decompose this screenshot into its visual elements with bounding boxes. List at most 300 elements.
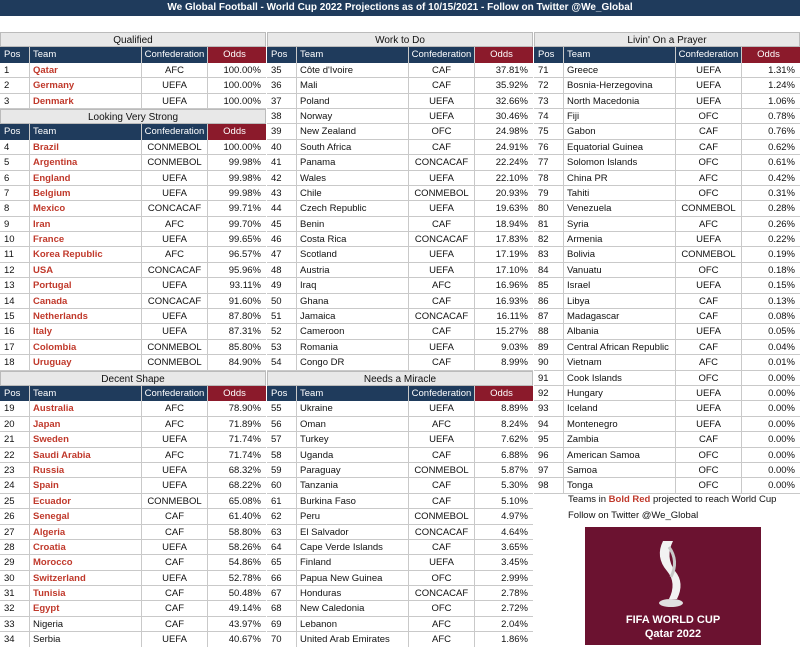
table-row bbox=[534, 63, 800, 78]
pos-cell: 56 bbox=[267, 417, 297, 431]
confederation-cell: UEFA bbox=[676, 417, 742, 431]
odds-cell: 65.08% bbox=[228, 495, 261, 507]
table-header bbox=[0, 386, 266, 401]
confederation-cell: AFC bbox=[676, 217, 742, 231]
legend-note: Teams in Bold Red projected to reach World Cup Follow on Twitter @We_Global bbox=[568, 494, 777, 521]
confederation-cell: UEFA bbox=[409, 94, 475, 108]
confederation-cell: CAF bbox=[676, 432, 742, 446]
confederation-cell: UEFA bbox=[142, 94, 208, 108]
team-cell: Venezuela bbox=[564, 201, 676, 215]
confederation-cell: CAF bbox=[676, 309, 742, 323]
header-team: Team bbox=[297, 47, 409, 62]
section-title: Decent Shape bbox=[0, 371, 266, 386]
odds-cell: 0.78% bbox=[768, 110, 795, 122]
team-cell: Papua New Guinea bbox=[297, 571, 409, 585]
pos-cell: 7 bbox=[0, 186, 30, 200]
team-cell: Peru bbox=[297, 509, 409, 523]
team-cell: Saudi Arabia bbox=[30, 448, 142, 462]
odds-cell: 0.00% bbox=[768, 403, 795, 415]
team-cell: USA bbox=[30, 263, 142, 277]
odds-cell: 1.06% bbox=[768, 95, 795, 107]
table-row bbox=[534, 324, 800, 339]
pos-cell: 3 bbox=[0, 94, 30, 108]
odds-cell: 50.48% bbox=[228, 588, 261, 600]
pos-cell: 19 bbox=[0, 401, 30, 415]
odds-cell: 3.65% bbox=[501, 541, 528, 553]
odds-cell: 0.05% bbox=[768, 326, 795, 338]
pos-cell: 67 bbox=[267, 586, 297, 600]
pos-cell: 31 bbox=[0, 586, 30, 600]
table-row bbox=[534, 171, 800, 186]
table-row bbox=[534, 386, 800, 401]
team-cell: Gabon bbox=[564, 124, 676, 138]
team-cell: Equatorial Guinea bbox=[564, 140, 676, 154]
odds-cell: 5.10% bbox=[501, 495, 528, 507]
odds-cell: 1.24% bbox=[768, 80, 795, 92]
table-row bbox=[534, 124, 800, 139]
confederation-cell: UEFA bbox=[676, 78, 742, 92]
team-cell: Germany bbox=[30, 78, 142, 92]
pos-cell: 49 bbox=[267, 278, 297, 292]
odds-cell: 99.65% bbox=[228, 234, 261, 246]
table-row bbox=[0, 617, 266, 632]
pos-cell: 92 bbox=[534, 386, 564, 400]
confederation-cell: UEFA bbox=[409, 263, 475, 277]
pos-cell: 57 bbox=[267, 432, 297, 446]
confederation-cell: CAF bbox=[409, 78, 475, 92]
odds-cell: 22.10% bbox=[495, 172, 528, 184]
odds-cell: 87.31% bbox=[228, 326, 261, 338]
table-row bbox=[0, 494, 266, 509]
pos-cell: 81 bbox=[534, 217, 564, 231]
confederation-cell: OFC bbox=[676, 186, 742, 200]
pos-cell: 17 bbox=[0, 340, 30, 354]
pos-cell: 73 bbox=[534, 94, 564, 108]
pos-cell: 51 bbox=[267, 309, 297, 323]
team-cell: Albania bbox=[564, 324, 676, 338]
odds-cell: 35.92% bbox=[495, 80, 528, 92]
pos-cell: 21 bbox=[0, 432, 30, 446]
header-odds: Odds bbox=[208, 124, 266, 139]
pos-cell: 60 bbox=[267, 478, 297, 492]
odds-cell: 40.67% bbox=[228, 634, 261, 646]
pos-cell: 52 bbox=[267, 324, 297, 338]
confederation-cell: OFC bbox=[676, 155, 742, 169]
team-cell: Denmark bbox=[30, 94, 142, 108]
team-cell: Nigeria bbox=[30, 617, 142, 631]
confederation-cell: AFC bbox=[142, 247, 208, 261]
team-cell: Cape Verde Islands bbox=[297, 540, 409, 554]
pos-cell: 32 bbox=[0, 601, 30, 615]
team-cell: Vietnam bbox=[564, 355, 676, 369]
table-header bbox=[267, 386, 533, 401]
pos-cell: 43 bbox=[267, 186, 297, 200]
pos-cell: 38 bbox=[267, 109, 297, 123]
odds-cell: 22.24% bbox=[495, 157, 528, 169]
table-header bbox=[0, 124, 266, 139]
table-row bbox=[534, 78, 800, 93]
table-row bbox=[0, 201, 266, 216]
odds-cell: 16.93% bbox=[495, 295, 528, 307]
team-cell: Tonga bbox=[564, 478, 676, 492]
table-row bbox=[267, 478, 533, 493]
confederation-cell: CAF bbox=[676, 140, 742, 154]
pos-cell: 83 bbox=[534, 247, 564, 261]
pos-cell: 20 bbox=[0, 417, 30, 431]
odds-cell: 16.11% bbox=[496, 311, 528, 323]
team-cell: Qatar bbox=[30, 63, 142, 77]
table-row bbox=[534, 109, 800, 124]
pos-cell: 22 bbox=[0, 448, 30, 462]
table-row bbox=[534, 140, 800, 155]
team-cell: Uruguay bbox=[30, 355, 142, 369]
confederation-cell: UEFA bbox=[142, 463, 208, 477]
pos-cell: 8 bbox=[0, 201, 30, 215]
confederation-cell: CAF bbox=[409, 448, 475, 462]
team-cell: Benin bbox=[297, 217, 409, 231]
pos-cell: 89 bbox=[534, 340, 564, 354]
svg-text:FIFA WORLD CUP: FIFA WORLD CUP bbox=[625, 614, 721, 626]
column-2 bbox=[267, 32, 533, 647]
odds-cell: 61.40% bbox=[228, 511, 261, 523]
table-row bbox=[0, 555, 266, 570]
pos-cell: 87 bbox=[534, 309, 564, 323]
team-cell: Iceland bbox=[564, 401, 676, 415]
confederation-cell: OFC bbox=[676, 463, 742, 477]
team-cell: Samoa bbox=[564, 463, 676, 477]
header-conf: Confederation bbox=[409, 47, 475, 62]
team-cell: Brazil bbox=[30, 140, 142, 154]
odds-cell: 71.74% bbox=[228, 449, 261, 461]
team-cell: Tanzania bbox=[297, 478, 409, 492]
pos-cell: 70 bbox=[267, 632, 297, 646]
table-row bbox=[267, 401, 533, 416]
pos-cell: 95 bbox=[534, 432, 564, 446]
table-row bbox=[267, 417, 533, 432]
odds-cell: 24.91% bbox=[495, 141, 528, 153]
team-cell: Armenia bbox=[564, 232, 676, 246]
odds-cell: 6.88% bbox=[501, 449, 528, 461]
confederation-cell: CAF bbox=[409, 294, 475, 308]
odds-cell: 0.13% bbox=[768, 295, 795, 307]
odds-cell: 9.03% bbox=[501, 341, 528, 353]
header-conf: Confederation bbox=[142, 124, 208, 139]
table-row bbox=[267, 63, 533, 78]
confederation-cell: UEFA bbox=[676, 94, 742, 108]
table-row bbox=[267, 355, 533, 370]
confederation-cell: UEFA bbox=[676, 386, 742, 400]
confederation-cell: CAF bbox=[142, 509, 208, 523]
pos-cell: 80 bbox=[534, 201, 564, 215]
pos-cell: 63 bbox=[267, 525, 297, 539]
team-cell: Vanuatu bbox=[564, 263, 676, 277]
pos-cell: 71 bbox=[534, 63, 564, 77]
confederation-cell: CONMEBOL bbox=[409, 186, 475, 200]
table-row bbox=[0, 232, 266, 247]
table-row bbox=[534, 309, 800, 324]
confederation-cell: UEFA bbox=[409, 109, 475, 123]
column-3 bbox=[534, 32, 800, 494]
header-pos: Pos bbox=[267, 47, 297, 62]
confederation-cell: UEFA bbox=[676, 401, 742, 415]
pos-cell: 2 bbox=[0, 78, 30, 92]
header-conf: Confederation bbox=[142, 386, 208, 401]
table-row bbox=[267, 555, 533, 570]
odds-cell: 0.62% bbox=[768, 141, 795, 153]
team-cell: Argentina bbox=[30, 155, 142, 169]
odds-cell: 54.86% bbox=[228, 557, 261, 569]
confederation-cell: CAF bbox=[676, 340, 742, 354]
pos-cell: 33 bbox=[0, 617, 30, 631]
confederation-cell: OFC bbox=[409, 124, 475, 138]
confederation-cell: CONMEBOL bbox=[409, 509, 475, 523]
odds-cell: 24.98% bbox=[495, 126, 528, 138]
confederation-cell: UEFA bbox=[142, 78, 208, 92]
odds-cell: 0.15% bbox=[768, 280, 795, 292]
odds-cell: 3.45% bbox=[501, 557, 528, 569]
pos-cell: 77 bbox=[534, 155, 564, 169]
confederation-cell: UEFA bbox=[142, 186, 208, 200]
table-row bbox=[0, 601, 266, 616]
team-cell: France bbox=[30, 232, 142, 246]
team-cell: Montenegro bbox=[564, 417, 676, 431]
confederation-cell: UEFA bbox=[676, 278, 742, 292]
pos-cell: 42 bbox=[267, 171, 297, 185]
team-cell: Czech Republic bbox=[297, 201, 409, 215]
table-row bbox=[0, 309, 266, 324]
pos-cell: 27 bbox=[0, 525, 30, 539]
table-row bbox=[267, 525, 533, 540]
pos-cell: 35 bbox=[267, 63, 297, 77]
team-cell: Hungary bbox=[564, 386, 676, 400]
table-row bbox=[534, 186, 800, 201]
team-cell: Congo DR bbox=[297, 355, 409, 369]
confederation-cell: UEFA bbox=[676, 63, 742, 77]
confederation-cell: UEFA bbox=[142, 540, 208, 554]
table-row bbox=[0, 294, 266, 309]
table-row bbox=[267, 278, 533, 293]
team-cell: El Salvador bbox=[297, 525, 409, 539]
odds-cell: 100.00% bbox=[223, 141, 261, 153]
team-cell: Fiji bbox=[564, 109, 676, 123]
header-conf: Confederation bbox=[676, 47, 742, 62]
table-row bbox=[267, 463, 533, 478]
table-row bbox=[0, 525, 266, 540]
pos-cell: 75 bbox=[534, 124, 564, 138]
odds-cell: 96.57% bbox=[228, 249, 261, 261]
odds-cell: 84.90% bbox=[228, 357, 261, 369]
odds-cell: 87.80% bbox=[228, 311, 261, 323]
team-cell: England bbox=[30, 171, 142, 185]
table-header bbox=[534, 47, 800, 62]
pos-cell: 44 bbox=[267, 201, 297, 215]
confederation-cell: OFC bbox=[676, 109, 742, 123]
confederation-cell: CAF bbox=[142, 617, 208, 631]
confederation-cell: CONMEBOL bbox=[142, 155, 208, 169]
table-row bbox=[267, 509, 533, 524]
table-row bbox=[267, 601, 533, 616]
team-cell: Algeria bbox=[30, 525, 142, 539]
confederation-cell: UEFA bbox=[409, 201, 475, 215]
team-cell: Uganda bbox=[297, 448, 409, 462]
team-cell: Paraguay bbox=[297, 463, 409, 477]
odds-cell: 16.96% bbox=[495, 280, 528, 292]
table-row bbox=[267, 186, 533, 201]
team-cell: North Macedonia bbox=[564, 94, 676, 108]
table-row bbox=[267, 324, 533, 339]
team-cell: Ecuador bbox=[30, 494, 142, 508]
table-row bbox=[0, 340, 266, 355]
table-row bbox=[267, 109, 533, 124]
odds-cell: 2.72% bbox=[501, 603, 528, 615]
odds-cell: 4.97% bbox=[501, 511, 528, 523]
odds-cell: 0.31% bbox=[768, 187, 795, 199]
header-pos: Pos bbox=[0, 47, 30, 62]
confederation-cell: AFC bbox=[142, 417, 208, 431]
table-row bbox=[0, 401, 266, 416]
section-title: Qualified bbox=[0, 32, 266, 47]
team-cell: Norway bbox=[297, 109, 409, 123]
team-cell: Bosnia-Herzegovina bbox=[564, 78, 676, 92]
pos-cell: 74 bbox=[534, 109, 564, 123]
table-row bbox=[0, 186, 266, 201]
pos-cell: 68 bbox=[267, 601, 297, 615]
team-cell: Egypt bbox=[30, 601, 142, 615]
pos-cell: 26 bbox=[0, 509, 30, 523]
team-cell: Croatia bbox=[30, 540, 142, 554]
header-pos: Pos bbox=[534, 47, 564, 62]
team-cell: Côte d'Ivoire bbox=[297, 63, 409, 77]
odds-cell: 1.31% bbox=[768, 64, 795, 76]
table-row bbox=[0, 278, 266, 293]
team-cell: Cameroon bbox=[297, 324, 409, 338]
table-row bbox=[267, 340, 533, 355]
svg-text:Qatar 2022: Qatar 2022 bbox=[644, 628, 702, 640]
pos-cell: 58 bbox=[267, 448, 297, 462]
confederation-cell: AFC bbox=[142, 448, 208, 462]
odds-cell: 20.93% bbox=[495, 187, 528, 199]
pos-cell: 12 bbox=[0, 263, 30, 277]
confederation-cell: CONCACAF bbox=[142, 294, 208, 308]
table-row bbox=[534, 463, 800, 478]
odds-cell: 2.04% bbox=[501, 618, 528, 630]
pos-cell: 76 bbox=[534, 140, 564, 154]
table-row bbox=[534, 371, 800, 386]
table-row bbox=[534, 448, 800, 463]
team-cell: Belgium bbox=[30, 186, 142, 200]
table-row bbox=[534, 417, 800, 432]
section-title: Work to Do bbox=[267, 32, 533, 47]
table-row bbox=[534, 263, 800, 278]
odds-cell: 0.00% bbox=[768, 480, 795, 492]
confederation-cell: CAF bbox=[142, 525, 208, 539]
odds-cell: 99.98% bbox=[228, 187, 261, 199]
pos-cell: 59 bbox=[267, 463, 297, 477]
pos-cell: 23 bbox=[0, 463, 30, 477]
table-row bbox=[267, 617, 533, 632]
odds-cell: 0.00% bbox=[768, 387, 795, 399]
odds-cell: 99.98% bbox=[228, 172, 261, 184]
table-row bbox=[267, 586, 533, 601]
pos-cell: 66 bbox=[267, 571, 297, 585]
odds-cell: 93.11% bbox=[229, 280, 261, 292]
confederation-cell: OFC bbox=[676, 478, 742, 492]
team-cell: Turkey bbox=[297, 432, 409, 446]
table-row bbox=[534, 232, 800, 247]
team-cell: Korea Republic bbox=[30, 247, 142, 261]
header-team: Team bbox=[30, 47, 142, 62]
table-row bbox=[267, 309, 533, 324]
confederation-cell: AFC bbox=[409, 632, 475, 646]
table-row bbox=[534, 340, 800, 355]
odds-cell: 15.27% bbox=[495, 326, 528, 338]
team-cell: Canada bbox=[30, 294, 142, 308]
odds-cell: 2.78% bbox=[501, 588, 528, 600]
pos-cell: 24 bbox=[0, 478, 30, 492]
table-row bbox=[267, 232, 533, 247]
header-conf: Confederation bbox=[409, 386, 475, 401]
confederation-cell: CAF bbox=[142, 555, 208, 569]
table-row bbox=[267, 201, 533, 216]
confederation-cell: UEFA bbox=[676, 324, 742, 338]
table-row bbox=[0, 217, 266, 232]
column-1 bbox=[0, 32, 266, 647]
team-cell: Australia bbox=[30, 401, 142, 415]
table-row bbox=[0, 417, 266, 432]
odds-cell: 49.14% bbox=[228, 603, 261, 615]
table-row bbox=[0, 324, 266, 339]
section-title: Looking Very Strong bbox=[0, 109, 266, 124]
team-cell: Iran bbox=[30, 217, 142, 231]
pos-cell: 64 bbox=[267, 540, 297, 554]
table-header bbox=[0, 47, 266, 62]
pos-cell: 37 bbox=[267, 94, 297, 108]
team-cell: Netherlands bbox=[30, 309, 142, 323]
page-title: We Global Football - World Cup 2022 Projections as of 10/15/2021 - Follow on Twitter @We_Global bbox=[0, 0, 800, 16]
confederation-cell: UEFA bbox=[409, 401, 475, 415]
team-cell: Syria bbox=[564, 217, 676, 231]
odds-cell: 0.08% bbox=[768, 311, 795, 323]
table-row bbox=[267, 294, 533, 309]
team-cell: Costa Rica bbox=[297, 232, 409, 246]
pos-cell: 93 bbox=[534, 401, 564, 415]
table-row bbox=[534, 432, 800, 447]
odds-cell: 52.78% bbox=[228, 572, 261, 584]
pos-cell: 10 bbox=[0, 232, 30, 246]
header-team: Team bbox=[297, 386, 409, 401]
odds-cell: 0.42% bbox=[768, 172, 795, 184]
team-cell: Bolivia bbox=[564, 247, 676, 261]
odds-cell: 0.61% bbox=[768, 157, 795, 169]
odds-cell: 5.87% bbox=[501, 464, 528, 476]
team-cell: Central African Republic bbox=[564, 340, 676, 354]
table-row bbox=[267, 540, 533, 555]
table-row bbox=[0, 463, 266, 478]
team-cell: Burkina Faso bbox=[297, 494, 409, 508]
pos-cell: 39 bbox=[267, 124, 297, 138]
confederation-cell: OFC bbox=[676, 448, 742, 462]
header-pos: Pos bbox=[267, 386, 297, 401]
table-row bbox=[0, 448, 266, 463]
pos-cell: 16 bbox=[0, 324, 30, 338]
table-row bbox=[267, 247, 533, 262]
odds-cell: 0.00% bbox=[768, 464, 795, 476]
pos-cell: 82 bbox=[534, 232, 564, 246]
table-row bbox=[0, 140, 266, 155]
team-cell: Romania bbox=[297, 340, 409, 354]
confederation-cell: OFC bbox=[676, 263, 742, 277]
confederation-cell: CAF bbox=[409, 540, 475, 554]
